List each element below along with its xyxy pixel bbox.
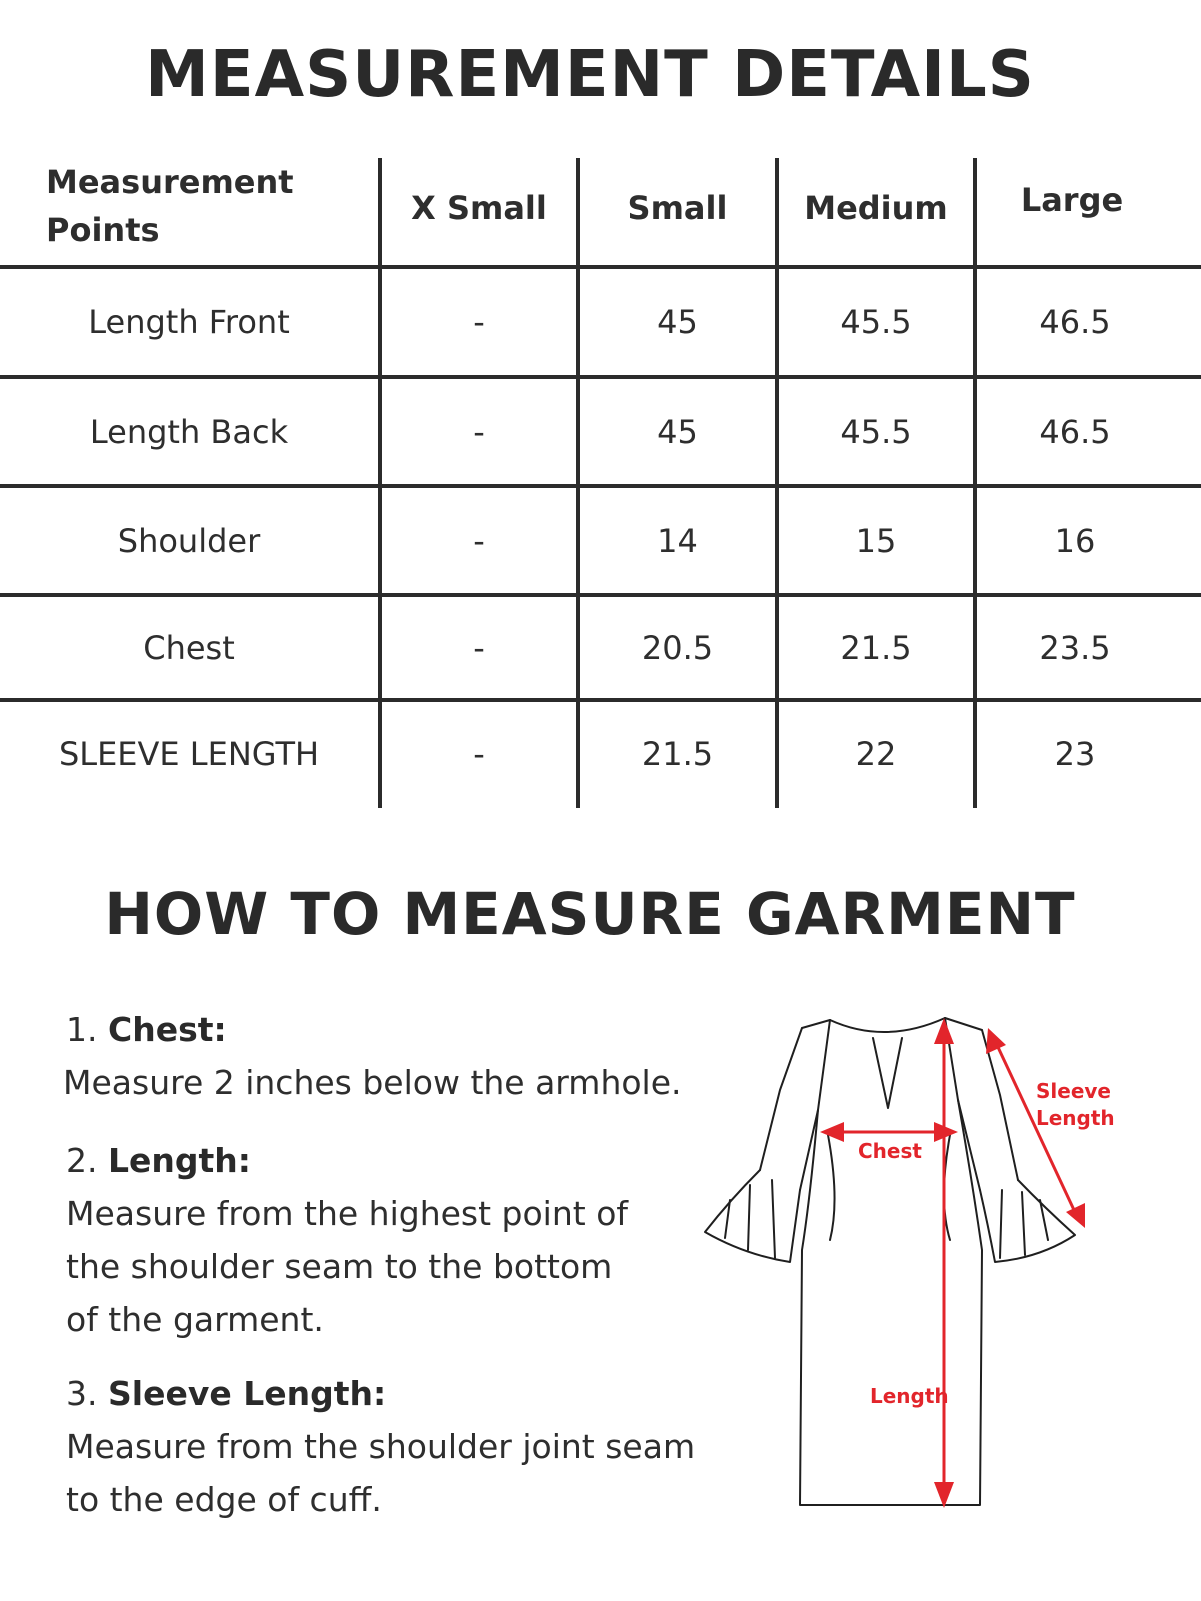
- row-label-length-back: Length Back: [89, 412, 289, 451]
- header-xsmall: X Small: [411, 188, 547, 227]
- table-cell: -: [473, 303, 485, 341]
- row-label-sleeve-length: SLEEVE LENGTH: [58, 735, 320, 773]
- table-cell: -: [473, 735, 485, 773]
- measurement-table: [0, 150, 1201, 810]
- table-cell: -: [473, 521, 485, 560]
- table-cell: -: [473, 412, 485, 451]
- sleeve-label-line: Sleeve: [1036, 1079, 1111, 1103]
- instruction-text: the shoulder seam to the bottom: [66, 1247, 613, 1286]
- instruction-title: Length:: [108, 1141, 251, 1180]
- instruction-heading: [66, 1134, 628, 1187]
- instruction-title: Chest:: [108, 1010, 227, 1049]
- table-cell: 46.5: [1039, 303, 1111, 341]
- header-large: Large: [1020, 181, 1124, 219]
- page-title: MEASUREMENT DETAILS: [145, 38, 1035, 112]
- table-cell: 14: [657, 521, 698, 560]
- table-cell: -: [473, 628, 485, 667]
- table-cell: 45.5: [840, 412, 912, 451]
- row-label-chest: Chest: [143, 628, 235, 667]
- sleeve-length-label: [1036, 1078, 1115, 1132]
- row-label-length-front: Length Front: [88, 303, 290, 341]
- table-cell: 45: [657, 412, 698, 451]
- instruction-sleeve-length: [66, 1367, 695, 1526]
- table-cell: 45.5: [840, 303, 912, 341]
- garment-diagram: [690, 1000, 1150, 1520]
- table-cell: 23.5: [1039, 628, 1111, 667]
- table-cell: 21.5: [840, 628, 912, 667]
- instruction-number: 3.: [66, 1374, 98, 1413]
- instruction-number: 2.: [66, 1141, 98, 1180]
- instruction-length: [66, 1134, 628, 1346]
- table-cell: 20.5: [641, 628, 714, 667]
- instruction-title: Sleeve Length:: [108, 1374, 387, 1413]
- header-line: Points: [46, 211, 160, 249]
- header-medium: Medium: [804, 188, 948, 227]
- instruction-chest: [63, 1003, 682, 1109]
- table-cell: 22: [855, 735, 897, 773]
- header-small: Small: [627, 188, 728, 227]
- instruction-text: Measure from the highest point of: [66, 1194, 628, 1233]
- row-label-shoulder: Shoulder: [117, 521, 261, 560]
- section-title: HOW TO MEASURE GARMENT: [104, 880, 1076, 948]
- sleeve-label-line: Length: [1036, 1106, 1115, 1130]
- instruction-number: 1.: [66, 1010, 98, 1049]
- table-cell: 23: [1054, 735, 1096, 773]
- table-cell: 46.5: [1039, 412, 1111, 451]
- instruction-text: Measure 2 inches below the armhole.: [63, 1063, 682, 1102]
- header-measurement-points: [46, 158, 346, 254]
- instruction-heading: [66, 1367, 695, 1420]
- instruction-text: of the garment.: [66, 1300, 324, 1339]
- table-cell: 45: [657, 303, 698, 341]
- chest-label: Chest: [858, 1139, 922, 1163]
- table-cell: 21.5: [641, 735, 714, 773]
- instruction-heading: [66, 1003, 682, 1056]
- instruction-text: Measure from the shoulder joint seam: [66, 1427, 696, 1466]
- table-cell: 16: [1054, 521, 1096, 560]
- header-line: Measurement: [46, 163, 294, 201]
- instruction-text: to the edge of cuff.: [66, 1480, 382, 1519]
- length-label: Length: [870, 1384, 949, 1408]
- table-cell: 15: [855, 521, 897, 560]
